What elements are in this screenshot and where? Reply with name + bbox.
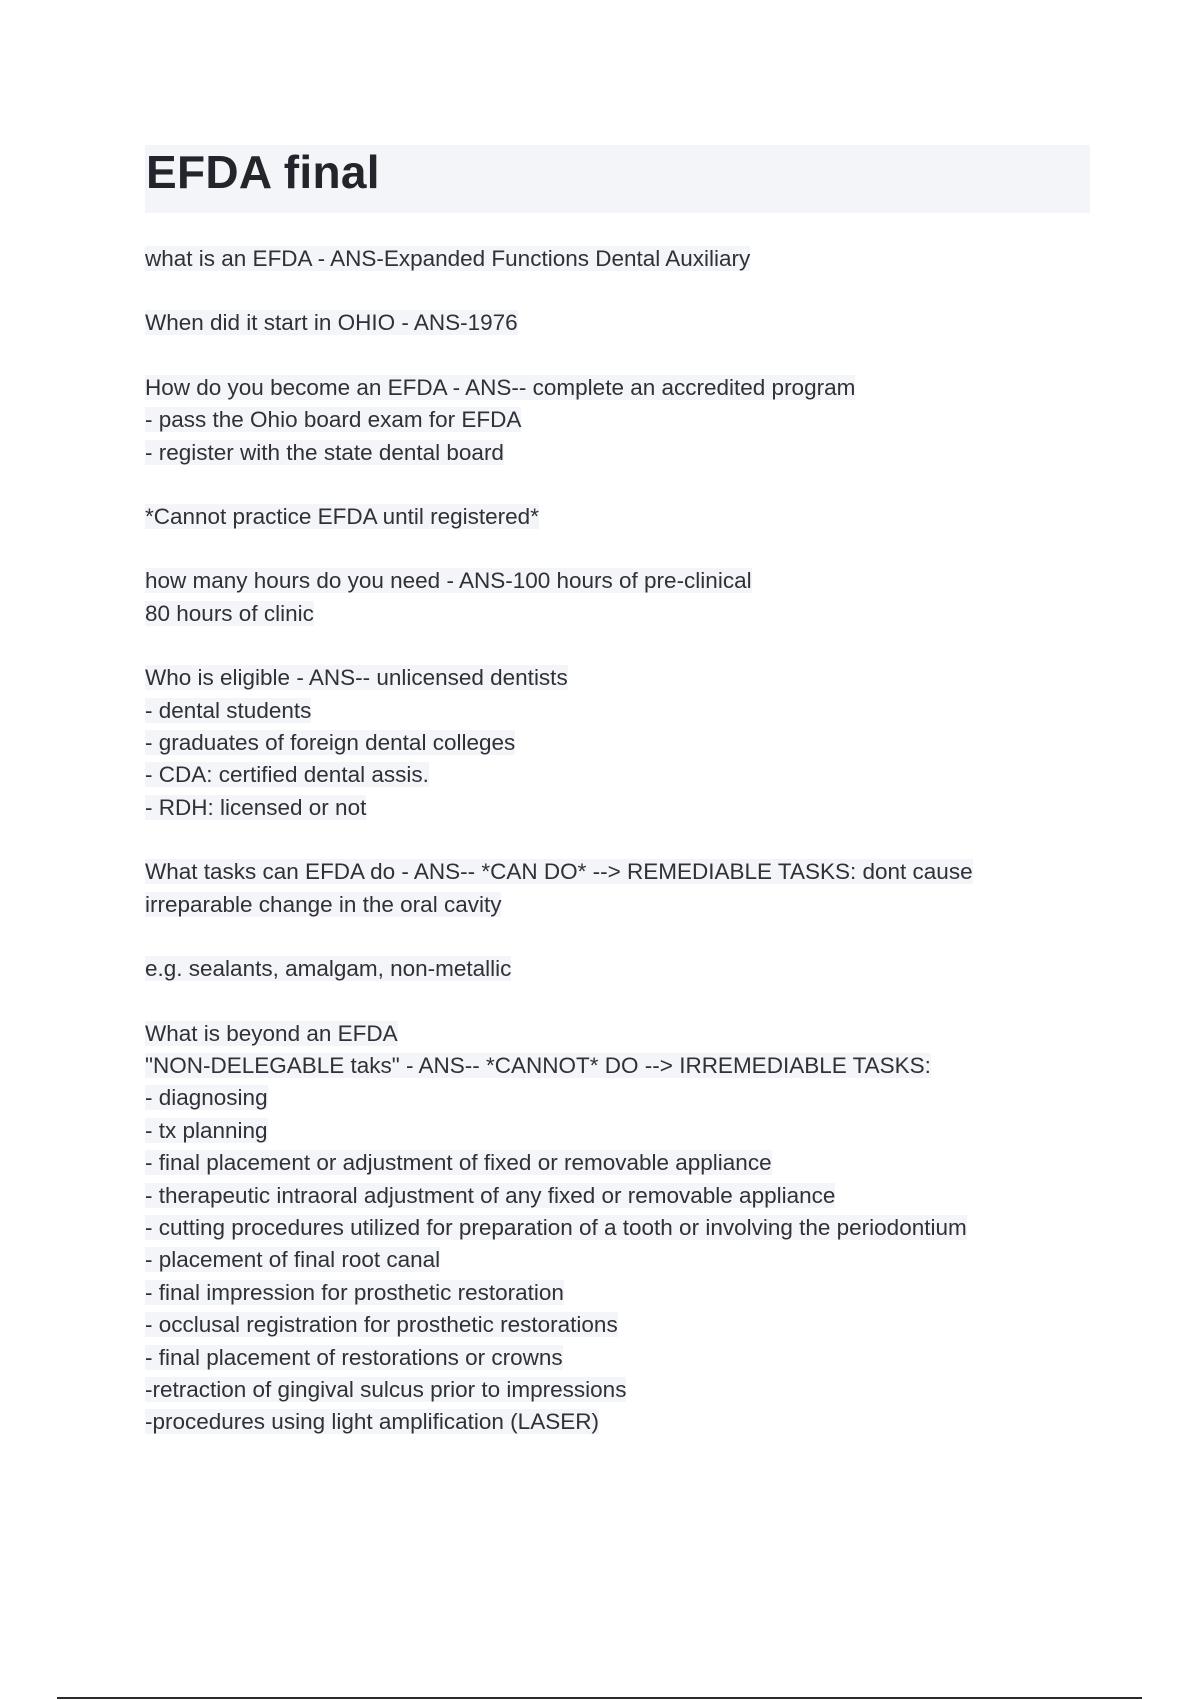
text-line bbox=[145, 1082, 1085, 1114]
text-line-content: *Cannot practice EFDA until registered* bbox=[145, 504, 539, 530]
text-line bbox=[145, 953, 1085, 985]
text-line-content: - RDH: licensed or not bbox=[145, 794, 367, 820]
qa-block bbox=[145, 501, 1085, 533]
qa-block bbox=[145, 662, 1085, 824]
text-line bbox=[145, 1147, 1085, 1179]
text-line bbox=[145, 1342, 1085, 1374]
text-line-content: - cutting procedures utilized for preparation of a tooth or involving the periodontium bbox=[145, 1214, 967, 1240]
text-line bbox=[145, 695, 1085, 727]
text-line-content: - tx planning bbox=[145, 1117, 268, 1143]
text-line bbox=[145, 1277, 1085, 1309]
text-line bbox=[145, 501, 1085, 533]
text-line bbox=[145, 1309, 1085, 1341]
text-line-content: - final impression for prosthetic restoration bbox=[145, 1279, 564, 1305]
footer-divider bbox=[57, 1697, 1142, 1699]
text-line bbox=[145, 1180, 1085, 1212]
text-line bbox=[145, 759, 1085, 791]
text-line bbox=[145, 1244, 1085, 1276]
text-line-content: - final placement of restorations or crowns bbox=[145, 1344, 563, 1370]
text-line bbox=[145, 307, 1085, 339]
text-line bbox=[145, 1406, 1085, 1438]
text-line-content: 80 hours of clinic bbox=[145, 600, 314, 626]
document-body bbox=[145, 243, 1085, 1471]
text-line bbox=[145, 662, 1085, 694]
text-line-content: e.g. sealants, amalgam, non-metallic bbox=[145, 956, 512, 982]
text-line bbox=[145, 1018, 1085, 1050]
text-line-content: - placement of final root canal bbox=[145, 1247, 441, 1273]
text-line-content: how many hours do you need - ANS-100 hours of pre-clinical bbox=[145, 568, 752, 594]
text-line-content: - therapeutic intraoral adjustment of any fixed or removable appliance bbox=[145, 1182, 836, 1208]
text-line bbox=[145, 243, 1085, 275]
text-line-content: Who is eligible - ANS-- unlicensed dentists bbox=[145, 665, 568, 691]
text-line-content: - register with the state dental board bbox=[145, 439, 504, 465]
qa-block bbox=[145, 372, 1085, 469]
qa-block bbox=[145, 565, 1085, 630]
text-line-content: - graduates of foreign dental colleges bbox=[145, 730, 516, 756]
text-line-content: "NON-DELEGABLE taks" - ANS-- *CANNOT* DO --> IRREMEDIABLE TASKS: bbox=[145, 1052, 931, 1078]
qa-block bbox=[145, 243, 1085, 275]
text-line-content: - diagnosing bbox=[145, 1085, 268, 1111]
text-line bbox=[145, 1374, 1085, 1406]
qa-block bbox=[145, 1018, 1085, 1439]
text-line bbox=[145, 889, 1085, 921]
text-line bbox=[145, 437, 1085, 469]
text-line bbox=[145, 856, 1085, 888]
text-line-content: -retraction of gingival sulcus prior to impressions bbox=[145, 1376, 627, 1402]
text-line-content: What is beyond an EFDA bbox=[145, 1020, 398, 1046]
text-line-content: what is an EFDA - ANS-Expanded Functions Dental Auxiliary bbox=[145, 246, 751, 271]
text-line-content: What tasks can EFDA do - ANS-- *CAN DO* --> REMEDIABLE TASKS: dont cause bbox=[145, 859, 973, 885]
qa-block bbox=[145, 856, 1085, 921]
qa-block bbox=[145, 953, 1085, 985]
text-line-content: - pass the Ohio board exam for EFDA bbox=[145, 407, 522, 433]
text-line bbox=[145, 1115, 1085, 1147]
text-line-content: How do you become an EFDA - ANS-- complete an accredited program bbox=[145, 374, 856, 400]
qa-block bbox=[145, 307, 1085, 339]
text-line-content: - final placement or adjustment of fixed or removable appliance bbox=[145, 1150, 772, 1176]
text-line bbox=[145, 565, 1085, 597]
text-line bbox=[145, 1212, 1085, 1244]
text-line bbox=[145, 372, 1085, 404]
text-line-content: - CDA: certified dental assis. bbox=[145, 762, 429, 788]
text-line-content: - occlusal registration for prosthetic restorations bbox=[145, 1312, 618, 1338]
text-line bbox=[145, 727, 1085, 759]
text-line-content: - dental students bbox=[145, 697, 312, 723]
text-line bbox=[145, 598, 1085, 630]
text-line bbox=[145, 792, 1085, 824]
text-line-content: When did it start in OHIO - ANS-1976 bbox=[145, 310, 518, 336]
text-line-content: irreparable change in the oral cavity bbox=[145, 891, 502, 917]
text-line-content: -procedures using light amplification (LASER) bbox=[145, 1409, 599, 1435]
text-line bbox=[145, 404, 1085, 436]
document-title: EFDA final bbox=[146, 146, 380, 198]
text-line bbox=[145, 1050, 1085, 1082]
